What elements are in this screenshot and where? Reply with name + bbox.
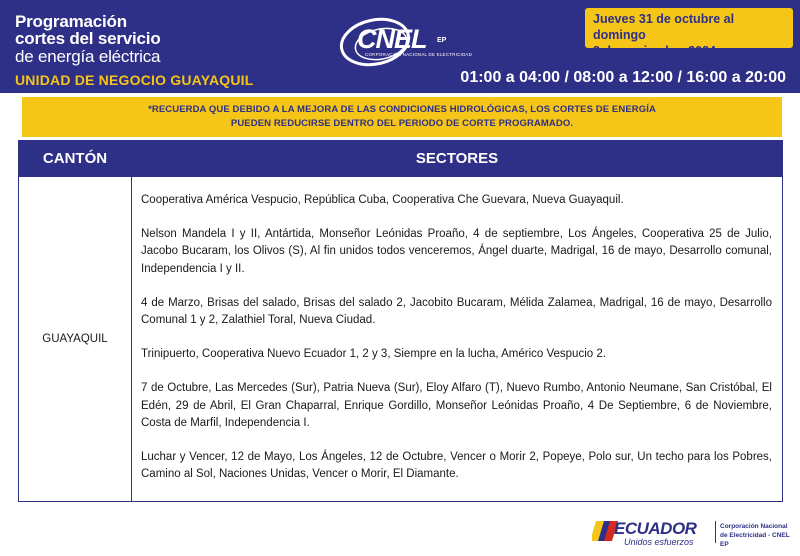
notice-line-1: *RECUERDA QUE DEBIDO A LA MEJORA DE LAS CONDICIONES HIDROLÓGICAS, LOS CORTES DE ENERGÍA [148,104,656,115]
column-divider [131,141,132,501]
corp-line-2: de Electricidad - CNEL EP [720,532,790,548]
logo-ep: EP [437,37,447,44]
logo-subtitle: CORPORACIÓN NACIONAL DE ELECTRICIDAD [365,52,473,57]
sector-group: Luchar y Vencer, 12 de Mayo, Los Ángeles, 12 de Octubre, Vencer o Morir 2, Popeye, Polo sur, Un techo para los Pobres, Camino al Sol, Naciones Unidas, Vencer o Morir, El Diamante. [141,451,772,481]
canton-name: GUAYAQUIL [42,333,108,345]
notice-banner [22,97,782,137]
canton-cell [19,177,131,501]
header-banner [0,0,800,93]
sector-group: 7 de Octubre, Las Mercedes (Sur), Patria Nueva (Sur), Eloy Alfaro (T), Nuevo Rumbo, Antonio Neumane, San Cristóbal, El Edén, 29 de Abril, El Gran Chaparral, Enrique Gordillo, Monseñor Leónidas Proaño, 4 De Septiembre, 6 de Noviembre, Costa de Marfil, Independencia I. [141,382,772,429]
corp-line-1: Corporación Nacional [720,523,788,530]
corporation-name [720,522,792,549]
page-title [15,13,161,66]
sectors-cell [141,192,772,500]
column-header-canton: CANTÓN [42,150,108,167]
footer-divider [715,521,716,543]
date-line-2: 3 de noviembre 2024 [593,44,716,58]
cnel-logo [335,14,473,72]
ecuador-wordmark: ECUADOR [614,519,697,538]
date-line-1: Jueves 31 de octubre al domingo [593,12,735,42]
column-header-sectores: SECTORES [415,150,499,167]
outage-hours: 01:00 a 04:00 / 08:00 a 12:00 / 16:00 a 20:00 [460,69,786,86]
sector-group: Nelson Mandela I y II, Antártida, Monseñor Leónidas Proaño, 4 de septiembre, Los Ángeles, Cooperativa 25 de Julio, Jacobo Bucaram, los Olivos (S), Al fin unidos todos venceremos, Ángel duarte, Madrigal, 16 de mayo, Desarrollo comunal, Independencia I y II. [141,228,772,275]
title-line-3: de energía eléctrica [15,47,161,66]
title-line-2: cortes del servicio [15,29,161,48]
title-line-1: Programación [15,12,127,31]
table-header [19,141,782,177]
schedule-table [18,140,783,502]
date-range-badge [585,8,793,58]
sector-group: Cooperativa América Vespucio, República Cuba, Cooperativa Che Guevara, Nueva Guayaquil. [141,194,624,206]
sector-group: 4 de Marzo, Brisas del salado, Brisas del salado 2, Jacobito Bucaram, Mélida Zalamea, Madrigal, 16 de mayo, Desarrollo Comunal 1 y 2, Zalathiel Toral, Nueva Ciudad. [141,296,772,327]
notice-line-2: PUEDEN REDUCIRSE DENTRO DEL PERIODO DE CORTE PROGRAMADO. [230,118,574,129]
sector-group: Trinipuerto, Cooperativa Nuevo Ecuador 1, 2 y 3, Siempre en la lucha, Américo Vespucio 2. [141,348,606,361]
ecuador-slogan: Unidos esfuerzos [624,537,694,547]
logo-wordmark: CNEL [357,24,427,54]
business-unit-label: UNIDAD DE NEGOCIO GUAYAQUIL [15,72,254,88]
footer-logo [592,517,792,549]
